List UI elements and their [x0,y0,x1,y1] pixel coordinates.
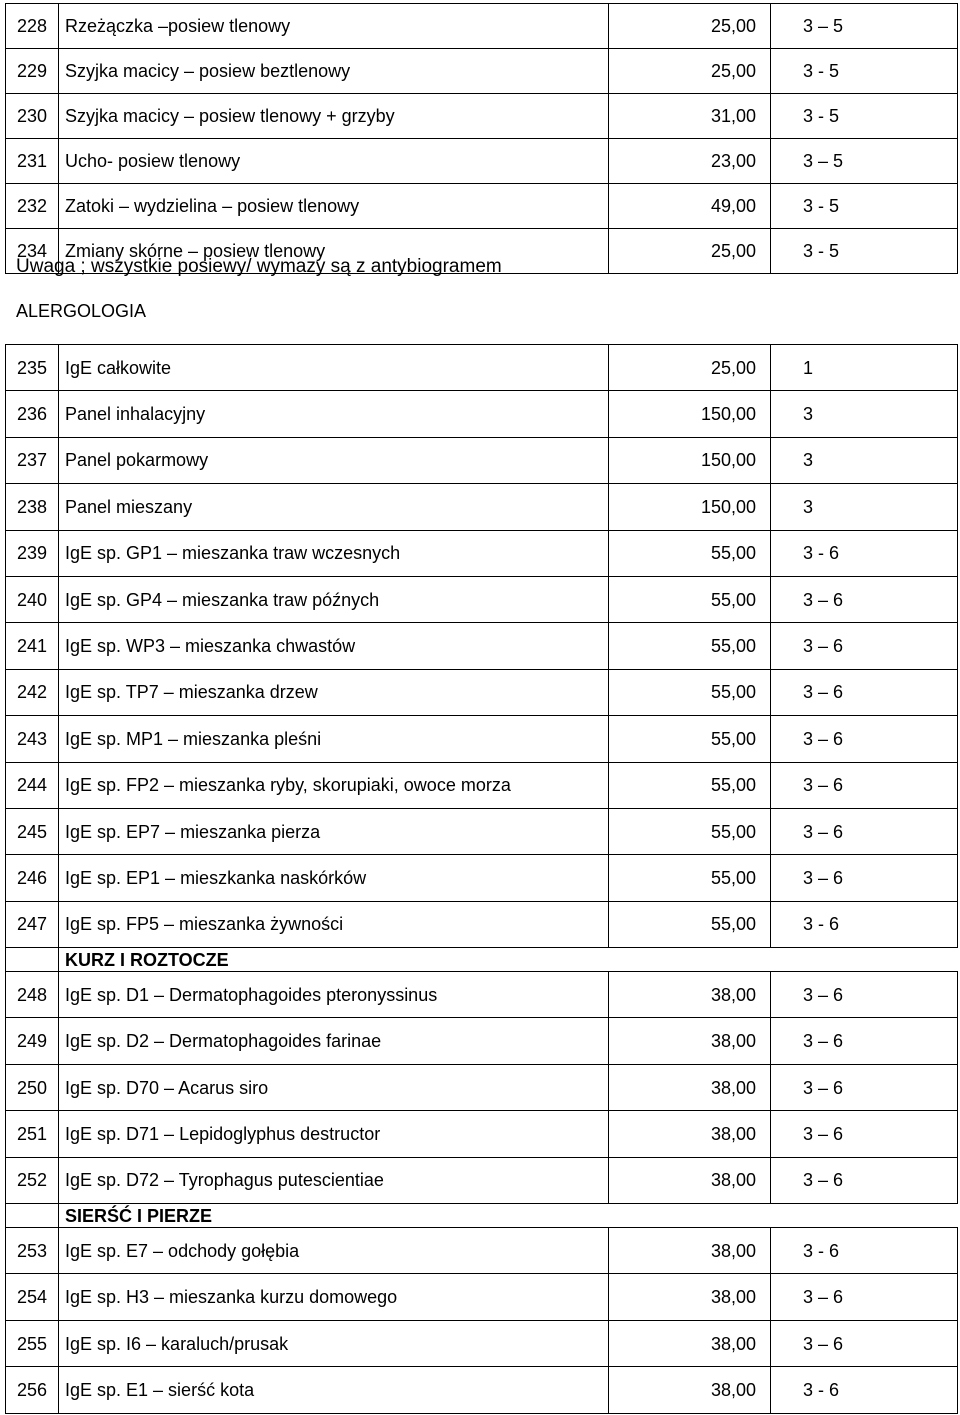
subsection-heading: SIERŚĆ I PIERZE [59,1204,958,1228]
table-row [6,1320,958,1366]
row-test-name: IgE sp. WP3 – mieszanka chwastów [59,623,609,669]
row-test-name: Ucho- posiew tlenowy [59,139,609,184]
table-row [6,808,958,854]
row-price: 25,00 [609,345,771,391]
row-number: 253 [6,1228,59,1274]
row-price: 25,00 [609,229,771,274]
row-number: 236 [6,391,59,437]
row-test-name: IgE sp. TP7 – mieszanka drzew [59,669,609,715]
row-test-name: IgE sp. D2 – Dermatophagoides farinae [59,1018,609,1064]
row-days: 3 - 5 [771,94,958,139]
row-days: 3 – 6 [771,1274,958,1320]
row-price: 55,00 [609,762,771,808]
table-row [6,1111,958,1157]
table-row [6,1274,958,1320]
row-price: 38,00 [609,1228,771,1274]
row-test-name: Zatoki – wydzielina – posiew tlenowy [59,184,609,229]
table-row [6,4,958,49]
row-days: 3 - 6 [771,1367,958,1413]
subsection-row [6,948,958,972]
row-days: 3 – 6 [771,716,958,762]
row-number: 229 [6,49,59,94]
row-test-name: IgE sp. FP2 – mieszanka ryby, skorupiaki, owoce morza [59,762,609,808]
row-days: 3 [771,484,958,530]
table-row [6,1157,958,1203]
row-number: 228 [6,4,59,49]
row-price: 38,00 [609,1157,771,1203]
row-test-name: IgE sp. FP5 – mieszanka żywności [59,901,609,947]
row-number: 249 [6,1018,59,1064]
row-price: 38,00 [609,1274,771,1320]
posiew-table [5,3,958,274]
note-text: Uwaga ; wszystkie posiewy/ wymazy są z antybiogramem [16,256,502,277]
row-test-name: IgE sp. D70 – Acarus siro [59,1064,609,1110]
allergy-table [5,344,958,1414]
subsection-row [6,1204,958,1228]
row-price: 38,00 [609,1064,771,1110]
table-row [6,484,958,530]
row-number: 232 [6,184,59,229]
row-days: 3 – 6 [771,1157,958,1203]
posiew-rows [6,4,958,274]
row-price: 38,00 [609,1320,771,1366]
row-days: 3 - 5 [771,49,958,94]
table-row [6,1064,958,1110]
row-price: 31,00 [609,94,771,139]
row-number: 251 [6,1111,59,1157]
row-test-name: Szyjka macicy – posiew beztlenowy [59,49,609,94]
row-price: 38,00 [609,1111,771,1157]
row-days: 3 [771,437,958,483]
row-price: 55,00 [609,576,771,622]
row-number: 238 [6,484,59,530]
row-number: 252 [6,1157,59,1203]
table-row [6,576,958,622]
table-row [6,49,958,94]
table-row [6,94,958,139]
row-test-name: IgE sp. H3 – mieszanka kurzu domowego [59,1274,609,1320]
row-test-name: Szyjka macicy – posiew tlenowy + grzyby [59,94,609,139]
blank-cell [6,948,59,972]
subsection-heading: KURZ I ROZTOCZE [59,948,958,972]
section-heading: ALERGOLOGIA [16,301,147,321]
row-days: 3 – 6 [771,972,958,1018]
row-price: 55,00 [609,530,771,576]
row-number: 246 [6,855,59,901]
row-price: 55,00 [609,669,771,715]
row-test-name: IgE sp. D72 – Tyrophagus putescientiae [59,1157,609,1203]
row-price: 55,00 [609,716,771,762]
row-test-name: IgE sp. GP4 – mieszanka traw późnych [59,576,609,622]
row-price: 25,00 [609,4,771,49]
table-row [6,1228,958,1274]
row-days: 3 - 5 [771,229,958,274]
row-number: 242 [6,669,59,715]
row-days: 3 – 5 [771,139,958,184]
row-test-name: Panel pokarmowy [59,437,609,483]
row-days: 3 - 6 [771,530,958,576]
row-test-name: IgE sp. E7 – odchody gołębia [59,1228,609,1274]
table-row [6,184,958,229]
table-row [6,762,958,808]
row-price: 55,00 [609,808,771,854]
row-number: 244 [6,762,59,808]
row-number: 241 [6,623,59,669]
row-number: 234 [6,229,59,274]
blank-cell [6,1204,59,1228]
row-test-name: Rzeżączka –posiew tlenowy [59,4,609,49]
row-price: 150,00 [609,484,771,530]
row-days: 3 [771,391,958,437]
row-days: 3 - 5 [771,184,958,229]
row-days: 3 – 6 [771,669,958,715]
row-price: 23,00 [609,139,771,184]
table-row [6,1367,958,1413]
row-number: 231 [6,139,59,184]
row-number: 250 [6,1064,59,1110]
allergy-rows [6,345,958,1414]
table-row [6,437,958,483]
row-days: 3 - 6 [771,901,958,947]
row-days: 3 - 6 [771,1228,958,1274]
table-row [6,901,958,947]
row-number: 254 [6,1274,59,1320]
row-test-name: IgE sp. MP1 – mieszanka pleśni [59,716,609,762]
row-test-name: IgE sp. EP1 – mieszkanka naskórków [59,855,609,901]
row-price: 38,00 [609,972,771,1018]
row-test-name: IgE sp. GP1 – mieszanka traw wczesnych [59,530,609,576]
row-price: 49,00 [609,184,771,229]
row-days: 3 – 6 [771,762,958,808]
row-price: 55,00 [609,901,771,947]
row-test-name: IgE sp. D71 – Lepidoglyphus destructor [59,1111,609,1157]
row-days: 3 – 6 [771,1111,958,1157]
table-row [6,1018,958,1064]
row-number: 256 [6,1367,59,1413]
table-row [6,972,958,1018]
row-days: 1 [771,345,958,391]
row-days: 3 – 6 [771,623,958,669]
row-days: 3 – 6 [771,1064,958,1110]
row-days: 3 – 6 [771,576,958,622]
row-number: 239 [6,530,59,576]
row-number: 237 [6,437,59,483]
row-test-name: Zmiany skórne – posiew tlenowy [59,229,609,274]
row-number: 255 [6,1320,59,1366]
row-number: 240 [6,576,59,622]
table-row [6,669,958,715]
row-test-name: Panel mieszany [59,484,609,530]
row-price: 38,00 [609,1018,771,1064]
table-row [6,139,958,184]
row-price: 55,00 [609,855,771,901]
table-row [6,623,958,669]
row-test-name: IgE sp. I6 – karaluch/prusak [59,1320,609,1366]
row-test-name: IgE całkowite [59,345,609,391]
table-row [6,855,958,901]
row-number: 230 [6,94,59,139]
row-price: 38,00 [609,1367,771,1413]
row-test-name: Panel inhalacyjny [59,391,609,437]
row-days: 3 – 6 [771,808,958,854]
row-price: 25,00 [609,49,771,94]
table-row [6,716,958,762]
row-days: 3 – 5 [771,4,958,49]
table-row [6,345,958,391]
table-row [6,391,958,437]
row-test-name: IgE sp. D1 – Dermatophagoides pteronyssinus [59,972,609,1018]
row-price: 150,00 [609,437,771,483]
row-number: 245 [6,808,59,854]
table-row [6,530,958,576]
row-number: 247 [6,901,59,947]
row-number: 248 [6,972,59,1018]
row-number: 235 [6,345,59,391]
row-test-name: IgE sp. E1 – sierść kota [59,1367,609,1413]
row-price: 150,00 [609,391,771,437]
row-test-name: IgE sp. EP7 – mieszanka pierza [59,808,609,854]
row-days: 3 – 6 [771,855,958,901]
row-days: 3 – 6 [771,1320,958,1366]
row-days: 3 – 6 [771,1018,958,1064]
row-number: 243 [6,716,59,762]
row-price: 55,00 [609,623,771,669]
